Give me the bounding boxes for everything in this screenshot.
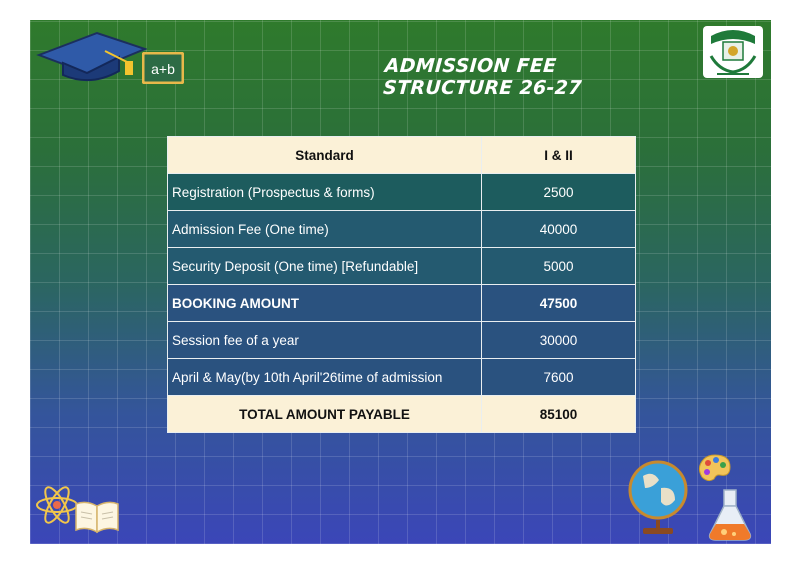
row-label: Registration (Prospectus & forms) (168, 174, 482, 211)
slide-background (30, 20, 771, 544)
row-label: April & May(by 10th April'26time of admission (168, 359, 482, 396)
row-amount: 2500 (482, 174, 636, 211)
table-row (168, 322, 636, 359)
globe-icon (623, 458, 693, 538)
table-row-booking (168, 285, 636, 322)
book-icon (74, 498, 120, 534)
table-row (168, 359, 636, 396)
row-amount: 5000 (482, 248, 636, 285)
fee-structure-table (167, 136, 636, 433)
total-amount: 85100 (482, 396, 636, 433)
row-amount: 40000 (482, 211, 636, 248)
table-header-row (168, 137, 636, 174)
row-amount: 7600 (482, 359, 636, 396)
table-total-row (168, 396, 636, 433)
row-label: BOOKING AMOUNT (168, 285, 482, 322)
chalkboard-icon (142, 52, 184, 84)
header-grade: I & II (482, 137, 636, 174)
paint-palette-icon (698, 453, 732, 483)
flask-icon (706, 488, 754, 542)
table-row (168, 211, 636, 248)
header-standard: Standard (168, 137, 482, 174)
row-amount: 30000 (482, 322, 636, 359)
total-label: TOTAL AMOUNT PAYABLE (168, 396, 482, 433)
page-title: ADMISSION FEE STRUCTURE 26-27 (382, 55, 583, 99)
row-label: Session fee of a year (168, 322, 482, 359)
svg-text:a+b: a+b (151, 61, 175, 77)
row-amount: 47500 (482, 285, 636, 322)
school-logo-icon (703, 26, 763, 78)
graduation-cap-icon (35, 25, 147, 85)
table-row (168, 248, 636, 285)
row-label: Admission Fee (One time) (168, 211, 482, 248)
table-row (168, 174, 636, 211)
row-label: Security Deposit (One time) [Refundable] (168, 248, 482, 285)
